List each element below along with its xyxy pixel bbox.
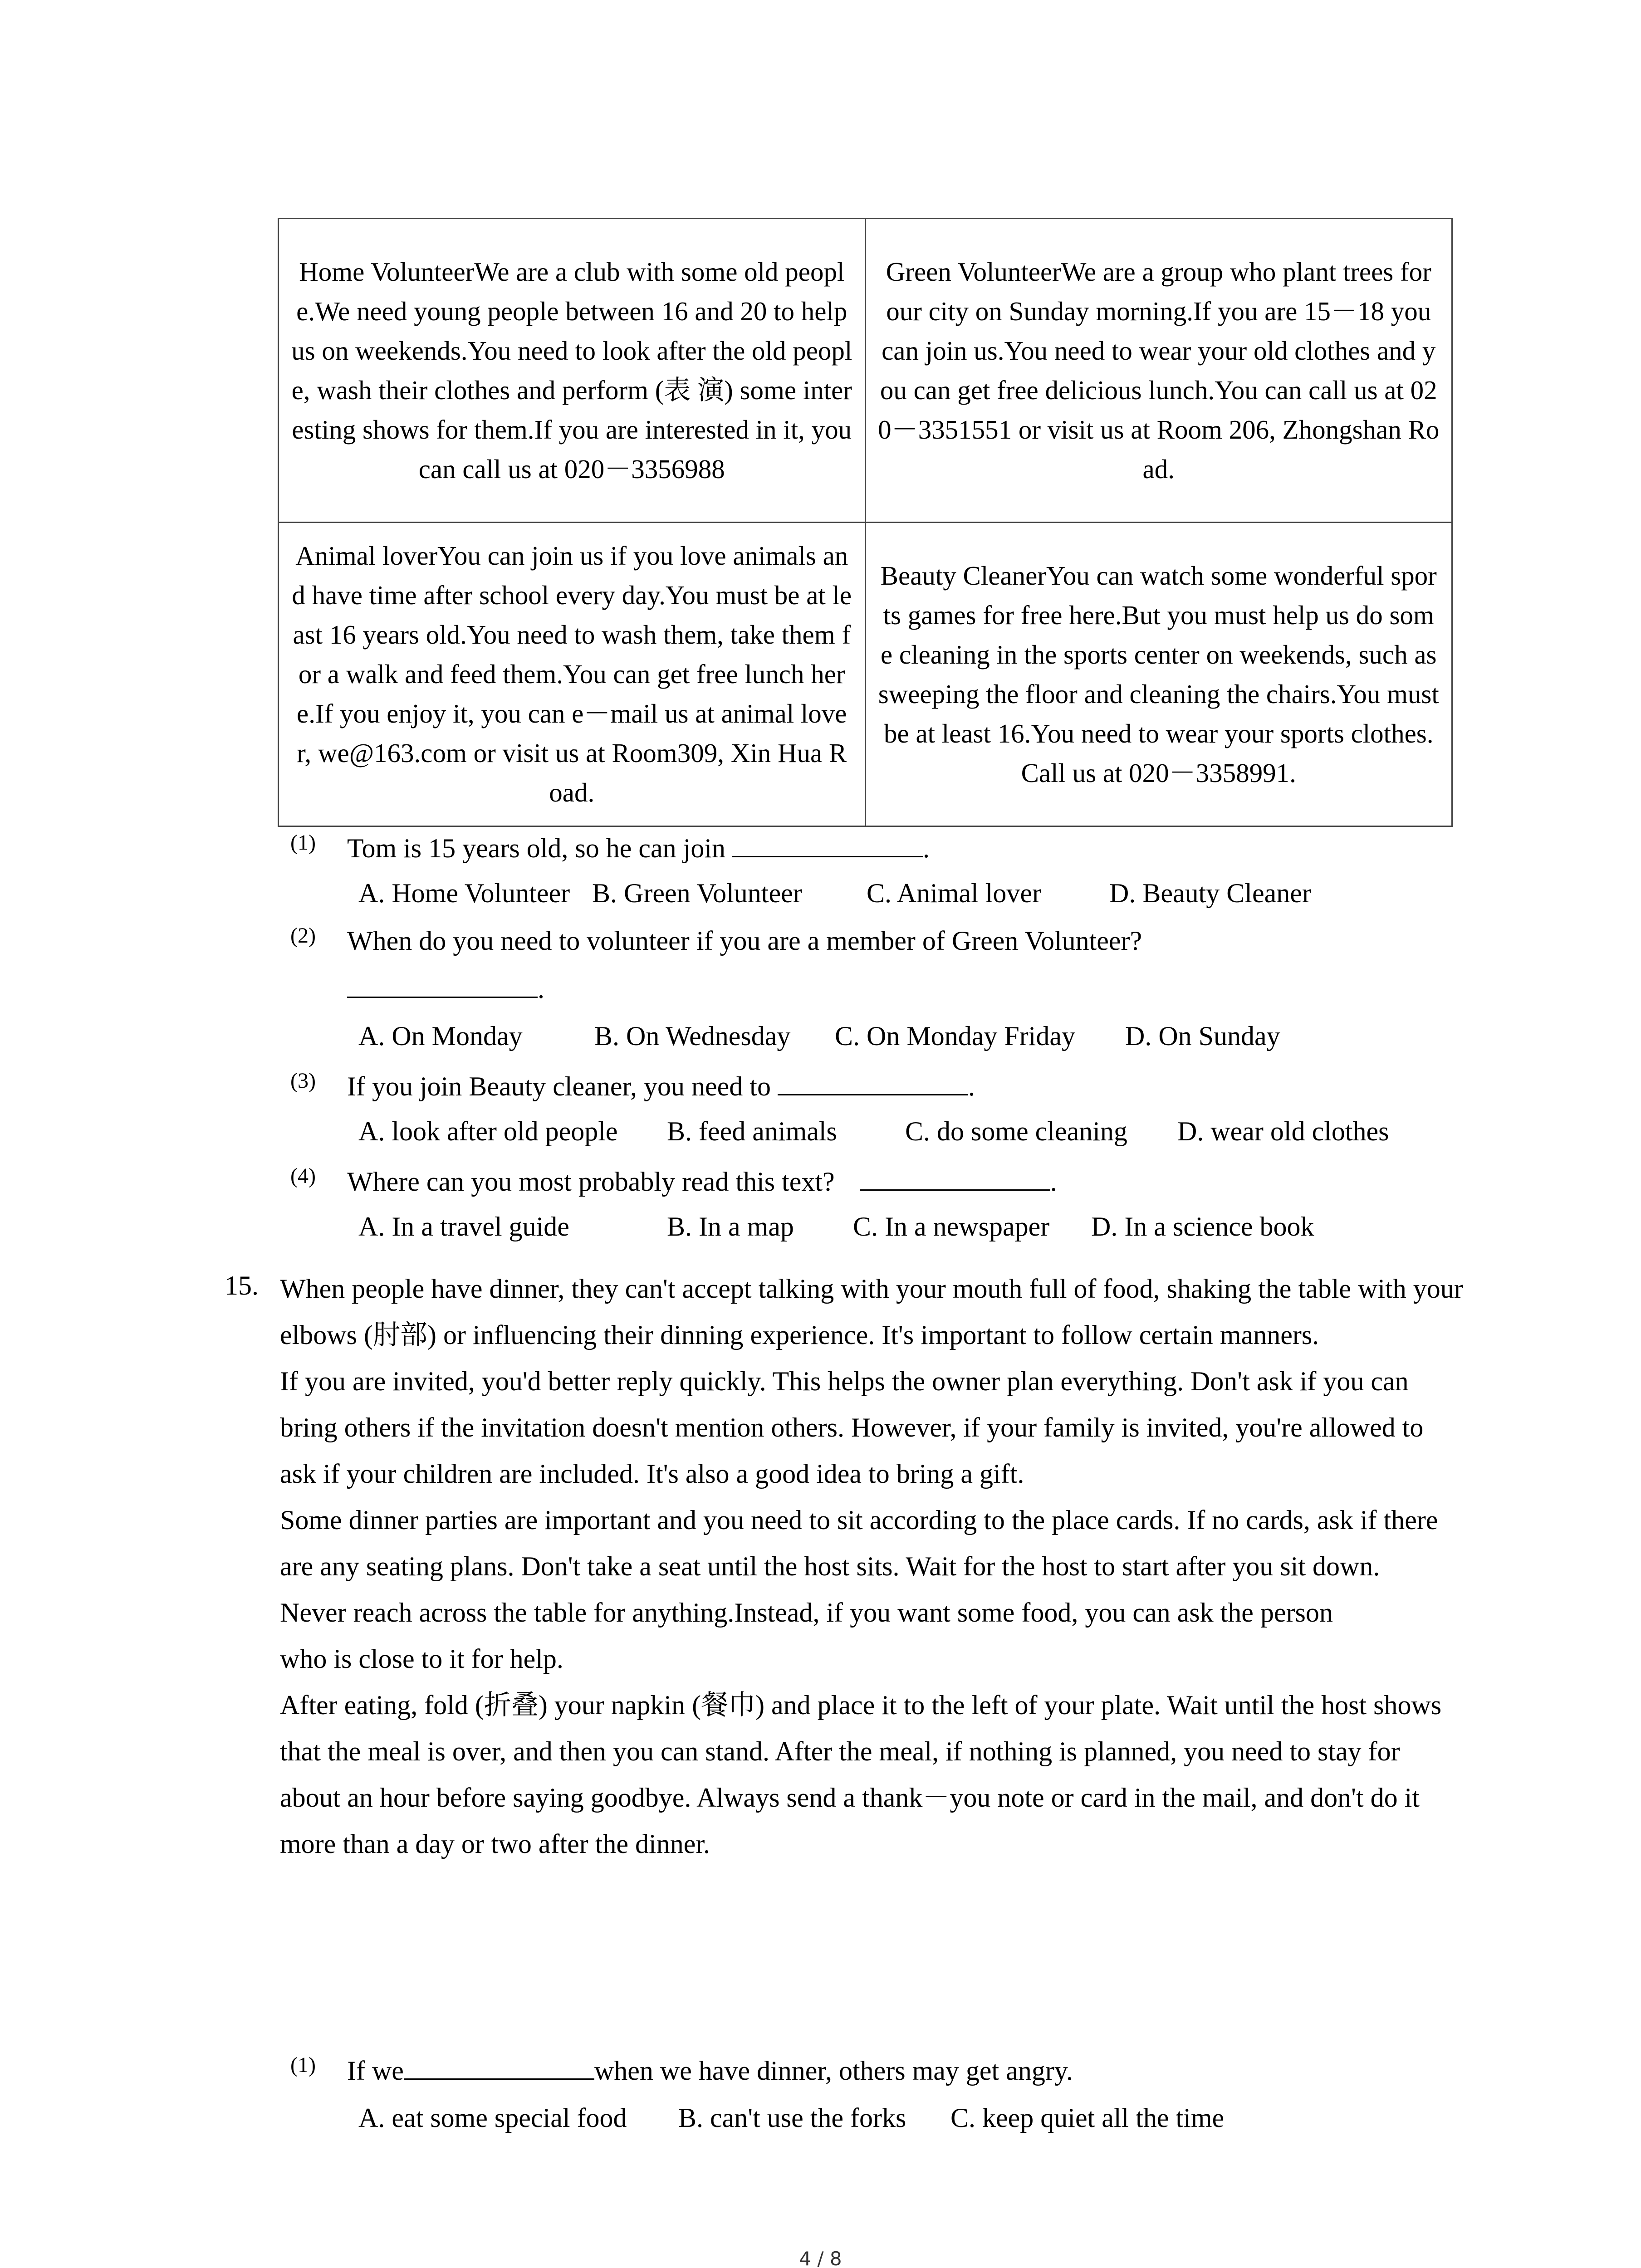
answer-blank[interactable] [404, 2055, 594, 2080]
option-a[interactable]: A. On Monday [358, 1021, 523, 1051]
option-a[interactable]: A. look after old people [358, 1116, 618, 1146]
page-number: 4 / 8 [799, 2248, 842, 2268]
answer-blank[interactable] [347, 973, 538, 998]
passage-paragraph: Some dinner parties are important and you need to sit according to the place cards. If no cards, ask if there are any seating plans. Don't take a seat until the host sits. Wait for the host to start after you sit down. [280, 1505, 1438, 1581]
passage-paragraph: who is close to it for help. [280, 1644, 563, 1674]
question-text: If we [347, 2056, 404, 2086]
green-volunteer-cell: Green VolunteerWe are a group who plant trees for our city on Sunday morning.If you are 15－18 you can join us.You need to wear your old clothes and you can get free delicious lunch.You can call us at 020－3351551 or visit us at Room 206, Zhongshan Road. [865, 219, 1452, 523]
option-a[interactable]: A. In a travel guide [358, 1212, 569, 1242]
passage-paragraph: Never reach across the table for anything.Instead, if you want some food, you can ask the person [280, 1598, 1333, 1628]
question-stem [347, 1166, 1057, 1198]
answer-line [347, 973, 544, 1005]
option-d[interactable]: D. In a science book [1091, 1212, 1314, 1242]
question-number: (4) [290, 1164, 316, 1188]
animal-lover-cell: Animal loverYou can join us if you love animals and have time after school every day.You must be at least 16 years old.You need to wash them, take them for a walk and feed them.You can get free lunch here.If you enjoy it, you can e－mail us at animal lover, we@163.com or visit us at Room309, Xin Hua Road. [279, 523, 866, 826]
question-stem [347, 2055, 1073, 2087]
option-b[interactable]: B. On Wednesday [594, 1021, 791, 1051]
question-text: When do you need to volunteer if you are a member of Green Volunteer? [347, 926, 1142, 956]
reading-passage [280, 1266, 1464, 1867]
option-b[interactable]: B. In a map [667, 1212, 794, 1242]
answer-blank[interactable] [860, 1166, 1050, 1191]
question-text: when we have dinner, others may get angry. [594, 2056, 1073, 2086]
option-d[interactable]: D. Beauty Cleaner [1109, 878, 1311, 908]
question-number: (3) [290, 1069, 316, 1093]
question-text: Where can you most probably read this text? [347, 1167, 835, 1197]
question-number: (1) [290, 2053, 316, 2077]
question-text: If you join Beauty cleaner, you need to [347, 1071, 771, 1101]
option-b[interactable]: B. can't use the forks [678, 2103, 906, 2133]
volunteer-notice-table [278, 218, 1453, 827]
option-d[interactable]: D. On Sunday [1125, 1021, 1280, 1051]
passage-paragraph: After eating, fold (折叠) your napkin (餐巾) and place it to the left of your plate. Wait until the host shows that the meal is over, and then you can stand. After the meal, if nothing is planned, you need to stay for about an hour before saying goodbye. Always send a thank－you note or card in the mail, and don't do it more than a day or two after the dinner. [280, 1690, 1442, 1859]
option-c[interactable]: C. do some cleaning [905, 1116, 1127, 1146]
passage-paragraph: If you are invited, you'd better reply quickly. This helps the owner plan everything. Don't ask if you can bring others if the invitation doesn't mention others. However, if your family is invited, you're allowed to ask if your children are included. It's also a good idea to bring a gift. [280, 1366, 1424, 1489]
question-end: . [968, 1071, 975, 1101]
question-number: (1) [290, 831, 316, 855]
answer-blank[interactable] [732, 832, 923, 857]
answer-blank[interactable] [778, 1070, 968, 1095]
question-end: . [923, 833, 930, 863]
question-end: . [538, 974, 544, 1004]
question-stem [347, 832, 930, 864]
option-d[interactable]: D. wear old clothes [1177, 1116, 1389, 1146]
option-c[interactable]: C. On Monday Friday [835, 1021, 1075, 1051]
option-b[interactable]: B. Green Volunteer [592, 878, 802, 908]
question-end: . [1050, 1167, 1057, 1197]
option-c[interactable]: C. In a newspaper [853, 1212, 1050, 1242]
question-stem [347, 1070, 975, 1102]
option-c[interactable]: C. Animal lover [867, 878, 1041, 908]
option-b[interactable]: B. feed animals [667, 1116, 837, 1146]
option-a[interactable]: A. Home Volunteer [358, 878, 570, 908]
question-number: (2) [290, 924, 316, 948]
question-number: 15. [225, 1271, 259, 1300]
passage-paragraph: When people have dinner, they can't accept talking with your mouth full of food, shaking the table with your elbows (肘部) or influencing their dinning experience. It's important to follow certain manners. [280, 1274, 1463, 1350]
option-a[interactable]: A. eat some special food [358, 2103, 627, 2133]
option-c[interactable]: C. keep quiet all the time [950, 2103, 1225, 2133]
question-text: Tom is 15 years old, so he can join [347, 833, 725, 863]
home-volunteer-cell: Home VolunteerWe are a club with some old people.We need young people between 16 and 20 to help us on weekends.You need to look after the old people, wash their clothes and perform (表 演) some interesting shows for them.If you are interested in it, you can call us at 020－3356988 [279, 219, 866, 523]
beauty-cleaner-cell: Beauty CleanerYou can watch some wonderful sports games for free here.But you must help us do some cleaning in the sports center on weekends, such as sweeping the floor and cleaning the chairs.You must be at least 16.You need to wear your sports clothes.Call us at 020－3358991. [865, 523, 1452, 826]
